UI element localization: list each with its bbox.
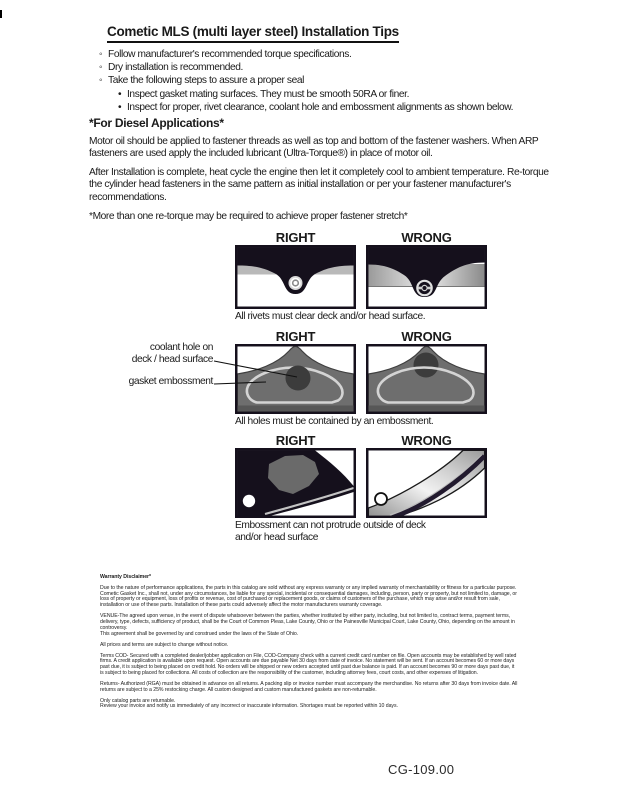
caption-line-2: and/or head surface [235, 531, 319, 543]
list-item [99, 48, 513, 61]
diesel-paragraph-1: Motor oil should be applied to fastener threads as well as top and bottom of the fastener washers. When ARP fasteners are used apply the included lubricant (Ultra-Torque®) in place of motor oil. [89, 135, 539, 160]
embossment-right-diagram [235, 344, 356, 414]
gasket-embossment-label: gasket embossment [128, 376, 213, 388]
list-item [99, 74, 513, 87]
tip-text: Follow manufacturer's recommended torque specifications. [108, 49, 352, 60]
tip-text: Inspect for proper, rivet clearance, coolant hole and embossment alignments as shown below. [127, 101, 514, 113]
bullet-icon: ◦ [99, 75, 103, 87]
diesel-section [89, 117, 551, 229]
rivet-right-diagram [235, 245, 356, 309]
wrong-label: WRONG [401, 433, 452, 448]
diagram-caption [235, 520, 487, 543]
diagram-pair-embossment [235, 330, 487, 428]
terms-paragraph: Terms COD- Secured with a completed dealer/jobber application on File, COD-Company check with a current credit card number on file. Open accounts may be established by well rated firms. A credit application is available upon request. Open accounts are due payable Net 30 days from date of invoice. No statement will be sent. If an account becomes 60 or more days past due, it is subject to being placed on credit hold. No orders will be shipped or new orders accepted until past due balance is paid. If an account becomes 90 or more days past due, it is subject to being placed for collections. All costs of collection are the responsibility of the customer, including attorney fees, court costs, and other expenses of litigation. [100, 652, 517, 676]
page-code: CG-109.00 [388, 762, 455, 777]
diagram-pair-rivets [235, 231, 487, 323]
list-item [99, 101, 513, 114]
list-item [99, 88, 513, 101]
caption-line-1: Embossment can not protrude outside of deck [235, 520, 426, 531]
prices-paragraph: All prices and terms are subject to change without notice. [100, 641, 229, 648]
wrong-label: WRONG [401, 328, 452, 344]
returns-paragraph: Returns- Authorized (RGA) must be obtained in advance on all returns. A packing slip or invoice number must accompany the merchandise. No returns after 30 days from invoice date. All returns are subject to a 25% restocking charge. All custom designed and custom manufactured gaskets are non-returnable. [100, 680, 518, 693]
diesel-paragraph-2: After Installation is complete, heat cycle the engine then let it completely cool to ambient temperature. Re-torque the cylinder head fasteners in the same pattern as initial installation or per your fastener manufacturer's recommendations. [89, 166, 549, 203]
diagram-pair-protrusion [235, 434, 487, 543]
diagram-caption: All rivets must clear deck and/or head surface. [235, 311, 426, 322]
diesel-note: *More than one re-torque may be required to achieve proper fastener stretch* [89, 210, 408, 222]
tips-list [99, 48, 513, 114]
bullet-icon: • [118, 88, 122, 100]
catalog-parts-paragraph: Only catalog parts are returnable. Review your invoice and notify us immediately of any incorrect or inaccurate information. Shortages must be reported within 10 days. [100, 697, 398, 710]
protrusion-right-diagram [235, 448, 356, 518]
warranty-paragraph: Due to the nature of performance applications, the parts in this catalog are sold without any express warranty or any implied warranty of merchantability or fitness for a particular purpose. Cometic Gasket Inc., shall not, under any circumstances, be liable for any special, incidental or consequential damages, including, person, party or property, but not limited to, damage, or loss of property or equipment, loss of profits or revenue, cost of purchased or replacement goods, or claims of customers of the purchase, which may arise and/or result from sale, installation or use of these parts. Installation of these parts could adversely affect the motor manufacturers warranty coverage. [100, 584, 517, 609]
bullet-icon: ◦ [99, 62, 103, 74]
warranty-heading: Warranty Disclaimer* [100, 574, 151, 580]
protrusion-wrong-diagram [366, 448, 487, 518]
rivet-wrong-diagram [366, 245, 487, 309]
venue-paragraph: VENUE-The agreed upon venue, in the event of dispute whatsoever between the parties, whether instituted by either party, including, but not limited to, contract terms, payment terms, delivery, type, defects, sufficiency of product, shall be the Court of Common Pleas, Lake County, Ohio or the Painesville Municipal Court, Lake County, Ohio, depending on the amount in controversy. This agreement shall be governed by and construed under the laws of the State of Ohio. [100, 613, 515, 637]
list-item [99, 61, 513, 74]
right-label: RIGHT [275, 230, 316, 245]
scan-artifact [0, 10, 2, 18]
right-label: RIGHT [275, 328, 316, 344]
tip-text: Take the following steps to assure a proper seal [108, 75, 304, 87]
wrong-label: WRONG [401, 230, 452, 245]
diagram-section [235, 231, 487, 550]
coolant-hole-label: coolant hole on deck / head surface [131, 342, 213, 365]
bullet-icon: • [118, 101, 122, 113]
tip-text: Dry installation is recommended. [108, 62, 243, 74]
diesel-heading: *For Diesel Applications* [89, 116, 224, 130]
embossment-wrong-diagram [366, 344, 487, 414]
tip-text: Inspect gasket mating surfaces. They must be smooth 50RA or finer. [127, 88, 410, 100]
right-label: RIGHT [275, 433, 316, 448]
warranty-disclaimer [100, 575, 519, 715]
bullet-icon: ◦ [99, 49, 103, 60]
diagram-callout-labels [112, 342, 213, 388]
diagram-caption: All holes must be contained by an embossment. [235, 415, 434, 427]
page-title: Cometic MLS (multi layer steel) Installation Tips [107, 24, 399, 43]
